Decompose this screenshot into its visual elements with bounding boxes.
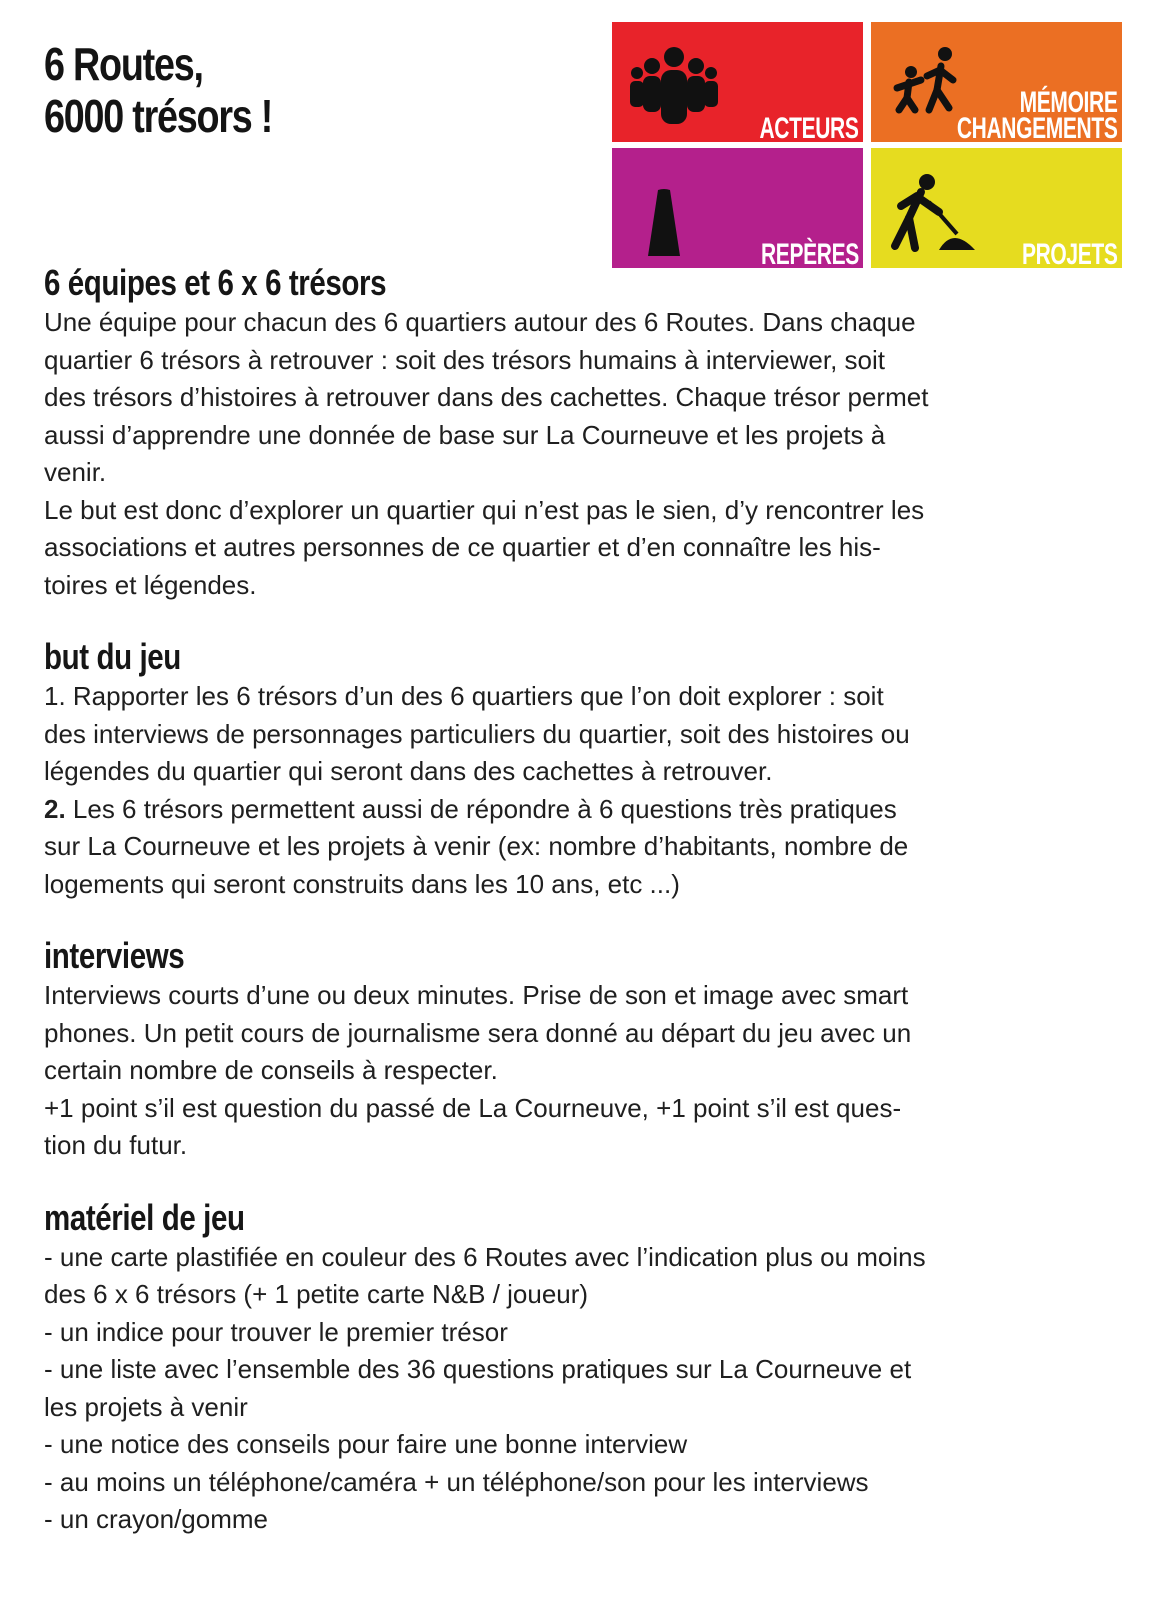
text-line: aussi d’apprendre une donnée de base sur La Courneuve et les projets à xyxy=(44,419,886,450)
text-line: toires et légendes. xyxy=(44,569,257,600)
text-line: des interviews de personnages particuliers du quartier, soit des histoires ou xyxy=(44,718,910,749)
running-figures-icon xyxy=(887,44,967,116)
text-line: des trésors d’histoires à retrouver dans des cachettes. Chaque trésor permet xyxy=(44,382,929,412)
page-title xyxy=(44,38,272,142)
text-line: 1. Rapporter les 6 trésors d’un des 6 quartiers que l’on doit explorer : soit xyxy=(44,681,884,711)
text-line: certain nombre de conseils à respecter. xyxy=(44,1055,498,1085)
list-item: - au moins un téléphone/caméra + un téléphone/son pour les interviews xyxy=(44,1466,869,1497)
text-line: +1 point s’il est question du passé de La Courneuve, +1 point s’il est ques- xyxy=(44,1092,902,1123)
tile-label-line: MÉMOIRE xyxy=(1020,86,1118,119)
theme-tiles xyxy=(612,22,1122,268)
list-item: - un indice pour trouver le premier trésor xyxy=(44,1316,508,1347)
section-interviews xyxy=(44,935,1124,1165)
tile-reperes xyxy=(612,148,863,268)
worker-digging-icon xyxy=(883,172,979,252)
paragraph xyxy=(44,977,1124,1165)
list-item: - une carte plastifiée en couleur des 6 Routes avec l’indication plus ou moins xyxy=(44,1241,926,1272)
section-equipes xyxy=(44,262,1124,604)
paragraph xyxy=(44,304,1124,604)
section-but-du-jeu xyxy=(44,636,1124,903)
paragraph xyxy=(44,678,1124,903)
tile-memoire-label xyxy=(957,86,1118,142)
text-line: Les 6 trésors permettent aussi de répondre à 6 questions très pratiques xyxy=(65,793,897,824)
people-group-icon xyxy=(624,46,724,126)
section-materiel xyxy=(44,1197,1124,1539)
section-heading: matériel de jeu xyxy=(44,1196,245,1238)
paragraph xyxy=(44,1239,1124,1539)
list-item: des 6 x 6 trésors (+ 1 petite carte N&B / joueur) xyxy=(44,1279,589,1309)
list-number: 2. xyxy=(44,793,66,824)
tile-label-line: ACTEURS xyxy=(759,112,859,142)
tile-label-line: REPÈRES xyxy=(761,238,859,268)
list-item: - un crayon/gomme xyxy=(44,1504,268,1534)
text-line: associations et autres personnes de ce quartier et d’en connaître les his- xyxy=(44,532,881,562)
tile-memoire-changements xyxy=(871,22,1122,142)
tile-projets xyxy=(871,148,1122,268)
title-line-1: 6 Routes, xyxy=(44,38,203,90)
section-heading: 6 équipes et 6 x 6 trésors xyxy=(44,262,387,303)
landmark-obelisk-icon xyxy=(644,188,684,258)
tile-acteurs xyxy=(612,22,863,142)
text-line: Le but est donc d’explorer un quartier qui n’est pas le sien, d’y rencontrer les xyxy=(44,494,925,525)
tile-label-line: PROJETS xyxy=(1022,238,1118,268)
title-line-2: 6000 trésors ! xyxy=(44,90,273,142)
list-item: les projets à venir xyxy=(44,1391,248,1422)
text-line: phones. Un petit cours de journalisme sera donné au départ du jeu avec un xyxy=(44,1017,912,1048)
document-body xyxy=(44,262,1124,1539)
text-line: quartier 6 trésors à retrouver : soit des trésors humains à interviewer, soit xyxy=(44,344,886,375)
text-line: Interviews courts d’une ou deux minutes. Prise de son et image avec smart xyxy=(44,980,909,1010)
text-line: tion du futur. xyxy=(44,1130,188,1160)
tile-acteurs-label xyxy=(759,112,859,142)
text-line: Une équipe pour chacun des 6 quartiers autour des 6 Routes. Dans chaque xyxy=(44,307,916,337)
list-item: - une notice des conseils pour faire une bonne interview xyxy=(44,1429,688,1459)
text-line: sur La Courneuve et les projets à venir (ex: nombre d’habitants, nombre de xyxy=(44,831,909,861)
text-line: venir. xyxy=(44,457,107,487)
section-heading: but du jeu xyxy=(44,636,181,677)
text-line: logements qui seront construits dans les 10 ans, etc ...) xyxy=(44,868,680,899)
list-item: - une liste avec l’ensemble des 36 questions pratiques sur La Courneuve et xyxy=(44,1354,912,1384)
tile-label-line: CHANGEMENTS xyxy=(957,112,1118,142)
text-line: légendes du quartier qui seront dans des cachettes à retrouver. xyxy=(44,756,773,786)
section-heading: interviews xyxy=(44,935,185,976)
